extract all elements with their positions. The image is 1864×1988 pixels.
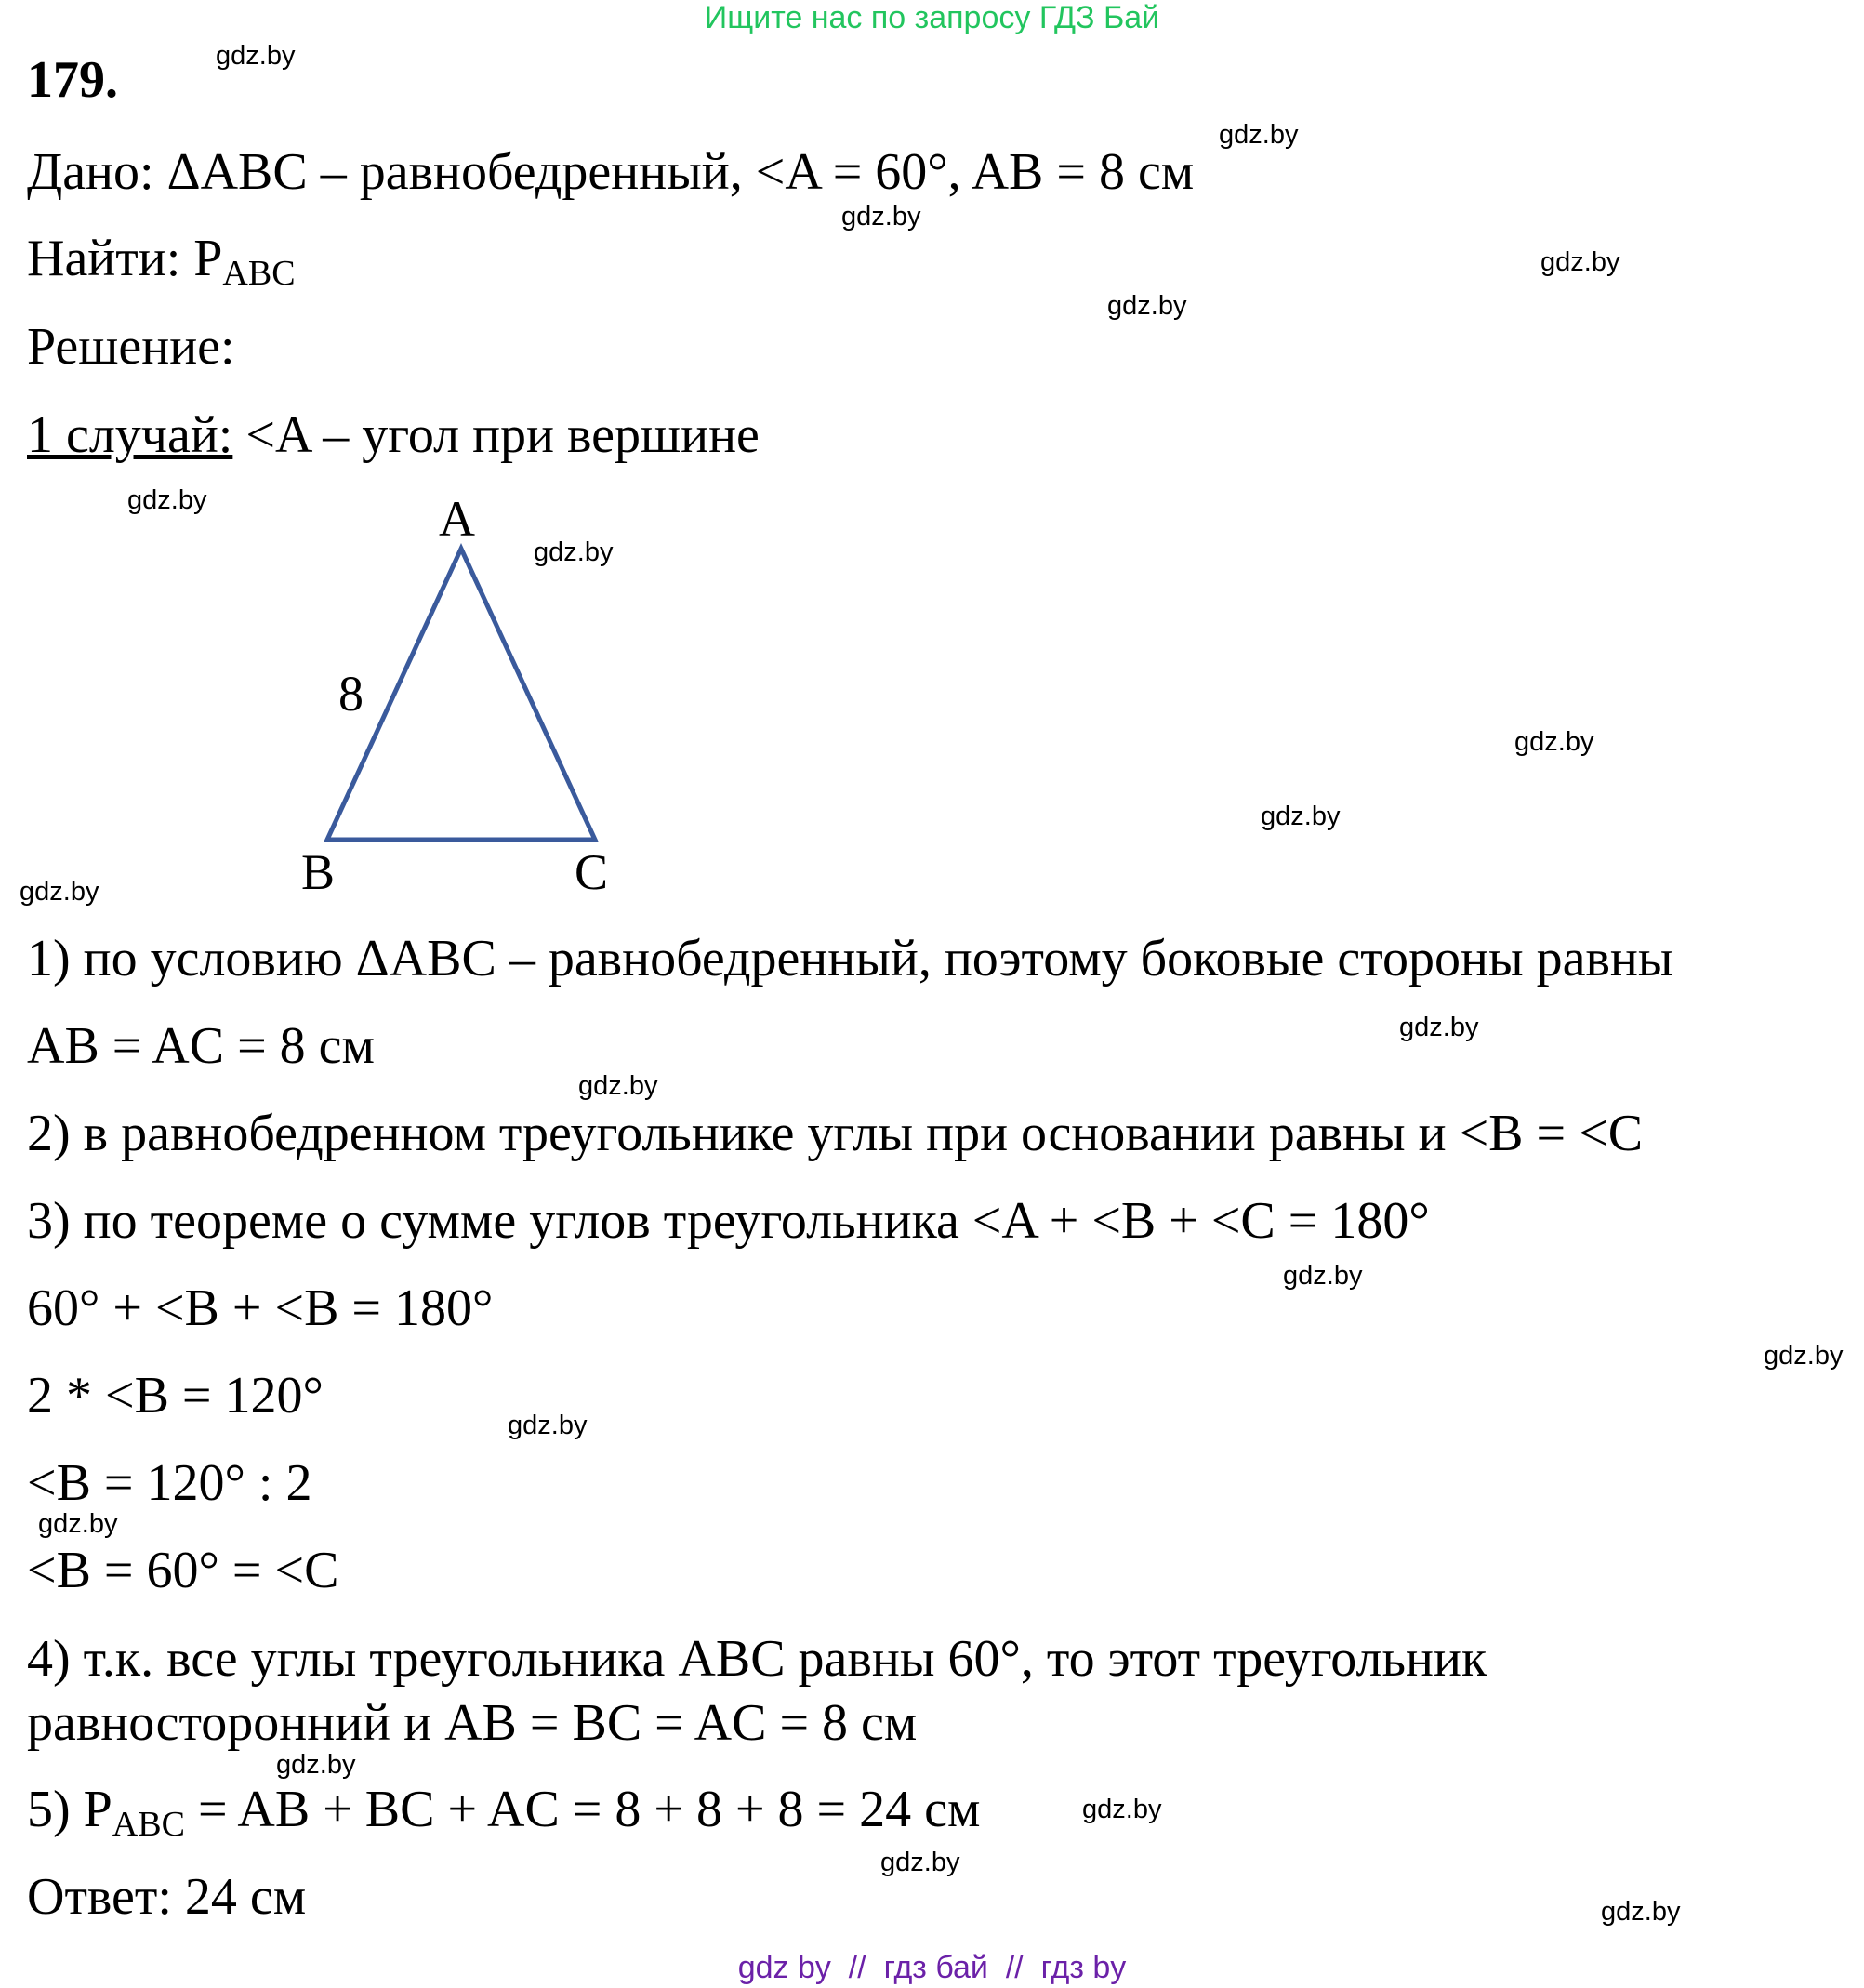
watermark: gdz.by bbox=[1764, 1341, 1844, 1371]
find-line bbox=[27, 230, 296, 293]
watermark: gdz.by bbox=[1399, 1013, 1479, 1042]
triangle-abc bbox=[327, 549, 595, 840]
watermark: gdz.by bbox=[1082, 1795, 1162, 1824]
watermark: gdz.by bbox=[841, 202, 921, 232]
watermark: gdz.by bbox=[216, 41, 296, 71]
watermark: gdz.by bbox=[276, 1750, 356, 1780]
side-ab-label: 8 bbox=[338, 666, 364, 722]
step-5-rest: = AB + BC + AC = 8 + 8 + 8 = 24 см bbox=[184, 1781, 981, 1838]
watermark: gdz.by bbox=[534, 537, 614, 567]
step-5 bbox=[27, 1781, 981, 1844]
watermark: gdz.by bbox=[880, 1848, 960, 1877]
step-4b: равносторонний и AB = BC = AC = 8 см bbox=[27, 1694, 918, 1752]
step-1a: 1) по условию ΔABC – равнобедренный, поэтому боковые стороны равны bbox=[27, 930, 1673, 987]
find-subscript: ABC bbox=[222, 254, 296, 293]
watermark: gdz.by bbox=[1514, 727, 1594, 757]
step-5-prefix: 5) P bbox=[27, 1781, 112, 1838]
vertex-label-b: B bbox=[301, 844, 336, 900]
watermark: gdz.by bbox=[20, 877, 99, 907]
problem-number: 179. bbox=[27, 51, 118, 109]
watermark: gdz.by bbox=[1219, 120, 1299, 150]
watermark: gdz.by bbox=[508, 1411, 588, 1440]
watermark: gdz.by bbox=[127, 485, 207, 515]
step-3c: <B = 120° : 2 bbox=[27, 1454, 312, 1512]
step-3: 3) по теореме о сумме углов треугольника <A + <B + <C = 180° bbox=[27, 1192, 1430, 1250]
top-banner[interactable]: Ищите нас по запросу ГДЗ Бай bbox=[704, 0, 1160, 35]
watermark: gdz.by bbox=[38, 1509, 118, 1539]
watermark: gdz.by bbox=[1540, 247, 1620, 277]
watermark: gdz.by bbox=[1601, 1897, 1681, 1927]
footer-links[interactable]: gdz by // гдз бай // гдз by bbox=[737, 1950, 1127, 1985]
step-3a: 60° + <B + <B = 180° bbox=[27, 1279, 494, 1337]
vertex-label-c: C bbox=[575, 844, 609, 900]
step-3b: 2 * <B = 120° bbox=[27, 1367, 324, 1425]
solution-heading: Решение: bbox=[27, 318, 235, 376]
vertex-label-a: A bbox=[439, 491, 475, 547]
step-2: 2) в равнобедренном треугольнике углы при основании равны и <B = <C bbox=[27, 1105, 1644, 1162]
step-4a: 4) т.к. все углы треугольника ABC равны 60°, то этот треугольник bbox=[27, 1630, 1487, 1688]
watermark: gdz.by bbox=[578, 1071, 658, 1101]
answer-line: Ответ: 24 см bbox=[27, 1868, 307, 1926]
step-3d: <B = 60° = <C bbox=[27, 1542, 339, 1599]
watermark: gdz.by bbox=[1283, 1261, 1363, 1291]
step-5-subscript: ABC bbox=[112, 1805, 185, 1844]
find-prefix: Найти: P bbox=[27, 230, 223, 287]
case-line bbox=[27, 406, 760, 464]
watermark: gdz.by bbox=[1107, 291, 1187, 321]
case-label: 1 случай: bbox=[27, 406, 233, 464]
watermark: gdz.by bbox=[1261, 802, 1341, 831]
given-line: Дано: ΔABC – равнобедренный, <A = 60°, AB = 8 см bbox=[27, 143, 1195, 201]
case-text: <A – угол при вершине bbox=[232, 406, 760, 464]
step-1b: AB = AC = 8 см bbox=[27, 1017, 375, 1075]
